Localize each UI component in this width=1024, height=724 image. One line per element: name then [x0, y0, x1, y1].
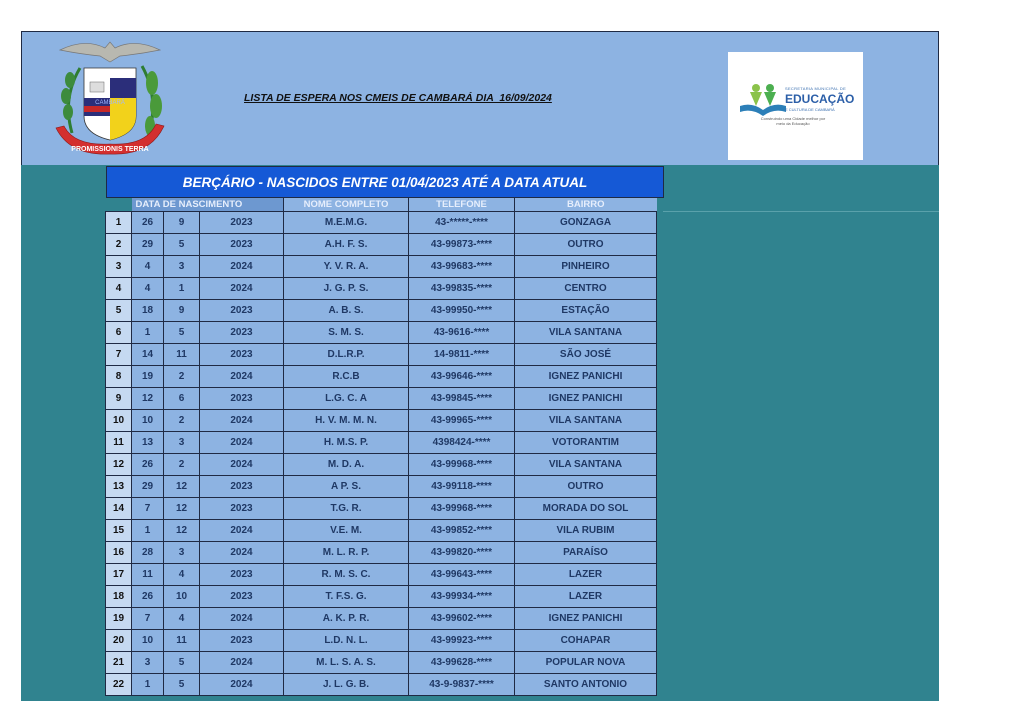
child-initials-cell: A. B. S. [284, 300, 409, 322]
table-row [106, 410, 657, 432]
birth-day-cell: 13 [132, 432, 164, 454]
table-row [106, 454, 657, 476]
birth-month-cell: 5 [164, 652, 200, 674]
phone-number-cell: 43-9616-**** [409, 322, 515, 344]
neighborhood-cell: MORADA DO SOL [515, 498, 657, 520]
birth-year-cell: 2023 [200, 234, 284, 256]
table-row [106, 256, 657, 278]
row-index-cell: 20 [106, 630, 132, 652]
neighborhood-cell: ESTAÇÃO [515, 300, 657, 322]
phone-number-cell: 43-*****-**** [409, 212, 515, 234]
index-header [106, 198, 132, 212]
phone-number-cell: 43-99628-**** [409, 652, 515, 674]
birth-day-cell: 12 [132, 388, 164, 410]
row-index-cell: 10 [106, 410, 132, 432]
birth-day-cell: 1 [132, 520, 164, 542]
row-index-cell: 11 [106, 432, 132, 454]
edu-logo-line1: SECRETARIA MUNICIPAL DE [785, 86, 847, 91]
background-rule [663, 211, 939, 212]
row-index-cell: 2 [106, 234, 132, 256]
neighborhood-cell: VILA RUBIM [515, 520, 657, 542]
child-initials-cell: A P. S. [284, 476, 409, 498]
birth-month-cell: 11 [164, 344, 200, 366]
birth-year-cell: 2024 [200, 652, 284, 674]
table-row [106, 652, 657, 674]
neighborhood-cell: LAZER [515, 564, 657, 586]
phone-number-cell: 43-99934-**** [409, 586, 515, 608]
neighborhood-cell: OUTRO [515, 476, 657, 498]
phone-number-cell: 43-99968-**** [409, 454, 515, 476]
row-index-cell: 22 [106, 674, 132, 696]
phone-number-cell: 43-99683-**** [409, 256, 515, 278]
table-row [106, 476, 657, 498]
table-row [106, 520, 657, 542]
child-initials-cell: J. G. P. S. [284, 278, 409, 300]
table-row [106, 608, 657, 630]
neighborhood-cell: VILA SANTANA [515, 410, 657, 432]
table-row [106, 674, 657, 696]
document-header [21, 31, 939, 166]
row-index-cell: 16 [106, 542, 132, 564]
neighborhood-cell: IGNEZ PANICHI [515, 366, 657, 388]
phone-number-cell: 43-99646-**** [409, 366, 515, 388]
child-initials-cell: T. F.S. G. [284, 586, 409, 608]
birth-day-cell: 3 [132, 652, 164, 674]
birth-year-cell: 2024 [200, 542, 284, 564]
row-index-cell: 7 [106, 344, 132, 366]
table-row [106, 388, 657, 410]
birth-month-cell: 2 [164, 366, 200, 388]
row-index-cell: 9 [106, 388, 132, 410]
neighborhood-cell: SANTO ANTONIO [515, 674, 657, 696]
education-book-icon [738, 82, 788, 118]
row-index-cell: 6 [106, 322, 132, 344]
birth-day-cell: 7 [132, 498, 164, 520]
birth-month-cell: 5 [164, 234, 200, 256]
birth-year-cell: 2024 [200, 454, 284, 476]
birth-month-cell: 10 [164, 586, 200, 608]
birth-day-cell: 1 [132, 322, 164, 344]
row-index-cell: 4 [106, 278, 132, 300]
neighborhood-cell: GONZAGA [515, 212, 657, 234]
table-header-row [106, 198, 657, 212]
birth-month-cell: 12 [164, 498, 200, 520]
birth-year-cell: 2023 [200, 630, 284, 652]
row-index-cell: 13 [106, 476, 132, 498]
birth-month-cell: 1 [164, 278, 200, 300]
birth-day-cell: 1 [132, 674, 164, 696]
phone-number-cell: 43-9-9837-**** [409, 674, 515, 696]
row-index-cell: 17 [106, 564, 132, 586]
birth-day-cell: 4 [132, 256, 164, 278]
page-title: LISTA DE ESPERA NOS CMEIS DE CAMBARÁ DIA 16/09/2024 [244, 92, 552, 104]
birth-month-cell: 11 [164, 630, 200, 652]
phone-number-cell: 4398424-**** [409, 432, 515, 454]
birth-month-cell: 2 [164, 410, 200, 432]
birth-year-cell: 2023 [200, 564, 284, 586]
birth-year-cell: 2024 [200, 608, 284, 630]
edu-logo-line2: EDUCAÇÃO [785, 92, 855, 106]
phone-number-cell: 43-99873-**** [409, 234, 515, 256]
crest-motto: PROMISSIONIS TERRA [71, 146, 149, 153]
neighborhood-cell: PINHEIRO [515, 256, 657, 278]
section-banner: BERÇÁRIO - NASCIDOS ENTRE 01/04/2023 ATÉ A DATA ATUAL [106, 166, 664, 198]
child-initials-cell: R.C.B [284, 366, 409, 388]
birth-day-cell: 11 [132, 564, 164, 586]
birth-year-cell: 2023 [200, 586, 284, 608]
waiting-list-table [105, 198, 657, 696]
table-row [106, 212, 657, 234]
neighborhood-cell: POPULAR NOVA [515, 652, 657, 674]
birth-year-cell: 2023 [200, 212, 284, 234]
neighborhood-cell: SÃO JOSÉ [515, 344, 657, 366]
birth-day-cell: 18 [132, 300, 164, 322]
child-initials-cell: A. K. P. R. [284, 608, 409, 630]
table-row [106, 564, 657, 586]
table-row [106, 498, 657, 520]
child-initials-cell: H. M.S. P. [284, 432, 409, 454]
row-index-cell: 14 [106, 498, 132, 520]
birth-year-cell: 2024 [200, 520, 284, 542]
phone-number-cell: 43-99118-**** [409, 476, 515, 498]
birth-month-cell: 4 [164, 564, 200, 586]
child-initials-cell: M. D. A. [284, 454, 409, 476]
birth-day-cell: 10 [132, 630, 164, 652]
child-initials-cell: Y. V. R. A. [284, 256, 409, 278]
table-row [106, 278, 657, 300]
table-body [106, 212, 657, 696]
child-initials-cell: S. M. S. [284, 322, 409, 344]
birth-month-cell: 9 [164, 300, 200, 322]
phone-number-cell: 43-99965-**** [409, 410, 515, 432]
child-initials-cell: J. L. G. B. [284, 674, 409, 696]
edu-logo-line3: E CULTURA DE CAMBARÁ [785, 107, 835, 112]
birth-year-cell: 2024 [200, 278, 284, 300]
child-initials-cell: M. L. R. P. [284, 542, 409, 564]
table-row [106, 234, 657, 256]
neighborhood-cell: IGNEZ PANICHI [515, 608, 657, 630]
child-initials-cell: H. V. M. M. N. [284, 410, 409, 432]
birth-month-cell: 2 [164, 454, 200, 476]
birth-month-cell: 3 [164, 542, 200, 564]
child-initials-cell: A.H. F. S. [284, 234, 409, 256]
row-index-cell: 5 [106, 300, 132, 322]
phone-number-cell: 14-9811-**** [409, 344, 515, 366]
neighborhood-cell: OUTRO [515, 234, 657, 256]
crest-name: CAMBARÁ [95, 100, 125, 106]
child-initials-cell: M.E.M.G. [284, 212, 409, 234]
row-index-cell: 8 [106, 366, 132, 388]
row-index-cell: 1 [106, 212, 132, 234]
row-index-cell: 21 [106, 652, 132, 674]
table-row [106, 630, 657, 652]
birth-date-header: DATA DE NASCIMENTO [132, 198, 284, 212]
birth-year-cell: 2024 [200, 256, 284, 278]
birth-year-cell: 2023 [200, 322, 284, 344]
table-row [106, 432, 657, 454]
education-secretariat-logo [728, 52, 863, 160]
edu-logo-slogan: Construindo uma Cidade melhor por meio da Educação [760, 116, 826, 126]
phone-number-cell: 43-99845-**** [409, 388, 515, 410]
birth-day-cell: 26 [132, 586, 164, 608]
table-row [106, 300, 657, 322]
phone-header: TELEFONE [409, 198, 515, 212]
row-index-cell: 15 [106, 520, 132, 542]
name-header: NOME COMPLETO [284, 198, 409, 212]
phone-number-cell: 43-99968-**** [409, 498, 515, 520]
row-index-cell: 12 [106, 454, 132, 476]
birth-day-cell: 29 [132, 234, 164, 256]
table-row [106, 344, 657, 366]
neighborhood-cell: PARAÍSO [515, 542, 657, 564]
birth-day-cell: 7 [132, 608, 164, 630]
row-index-cell: 3 [106, 256, 132, 278]
child-initials-cell: M. L. S. A. S. [284, 652, 409, 674]
child-initials-cell: T.G. R. [284, 498, 409, 520]
phone-number-cell: 43-99852-**** [409, 520, 515, 542]
table-row [106, 586, 657, 608]
child-initials-cell: L.D. N. L. [284, 630, 409, 652]
birth-year-cell: 2024 [200, 432, 284, 454]
birth-day-cell: 14 [132, 344, 164, 366]
neighborhood-header: BAIRRO [515, 198, 657, 212]
birth-month-cell: 4 [164, 608, 200, 630]
row-index-cell: 19 [106, 608, 132, 630]
neighborhood-cell: VILA SANTANA [515, 454, 657, 476]
neighborhood-cell: IGNEZ PANICHI [515, 388, 657, 410]
birth-month-cell: 3 [164, 256, 200, 278]
birth-day-cell: 4 [132, 278, 164, 300]
birth-year-cell: 2024 [200, 410, 284, 432]
birth-year-cell: 2023 [200, 388, 284, 410]
phone-number-cell: 43-99835-**** [409, 278, 515, 300]
neighborhood-cell: VILA SANTANA [515, 322, 657, 344]
neighborhood-cell: VOTORANTIM [515, 432, 657, 454]
phone-number-cell: 43-99923-**** [409, 630, 515, 652]
city-crest-icon [50, 38, 170, 160]
table-row [106, 542, 657, 564]
phone-number-cell: 43-99643-**** [409, 564, 515, 586]
birth-day-cell: 29 [132, 476, 164, 498]
birth-day-cell: 19 [132, 366, 164, 388]
neighborhood-cell: COHAPAR [515, 630, 657, 652]
birth-day-cell: 26 [132, 454, 164, 476]
phone-number-cell: 43-99602-**** [409, 608, 515, 630]
birth-year-cell: 2023 [200, 344, 284, 366]
birth-month-cell: 5 [164, 674, 200, 696]
birth-month-cell: 5 [164, 322, 200, 344]
birth-year-cell: 2024 [200, 674, 284, 696]
birth-month-cell: 12 [164, 476, 200, 498]
birth-month-cell: 6 [164, 388, 200, 410]
birth-month-cell: 12 [164, 520, 200, 542]
birth-month-cell: 9 [164, 212, 200, 234]
row-index-cell: 18 [106, 586, 132, 608]
birth-day-cell: 26 [132, 212, 164, 234]
phone-number-cell: 43-99820-**** [409, 542, 515, 564]
neighborhood-cell: LAZER [515, 586, 657, 608]
child-initials-cell: V.E. M. [284, 520, 409, 542]
birth-year-cell: 2023 [200, 498, 284, 520]
child-initials-cell: L.G. C. A [284, 388, 409, 410]
birth-year-cell: 2024 [200, 366, 284, 388]
child-initials-cell: D.L.R.P. [284, 344, 409, 366]
birth-day-cell: 28 [132, 542, 164, 564]
table-row [106, 366, 657, 388]
birth-day-cell: 10 [132, 410, 164, 432]
child-initials-cell: R. M. S. C. [284, 564, 409, 586]
phone-number-cell: 43-99950-**** [409, 300, 515, 322]
neighborhood-cell: CENTRO [515, 278, 657, 300]
birth-year-cell: 2023 [200, 300, 284, 322]
birth-year-cell: 2023 [200, 476, 284, 498]
birth-month-cell: 3 [164, 432, 200, 454]
table-row [106, 322, 657, 344]
